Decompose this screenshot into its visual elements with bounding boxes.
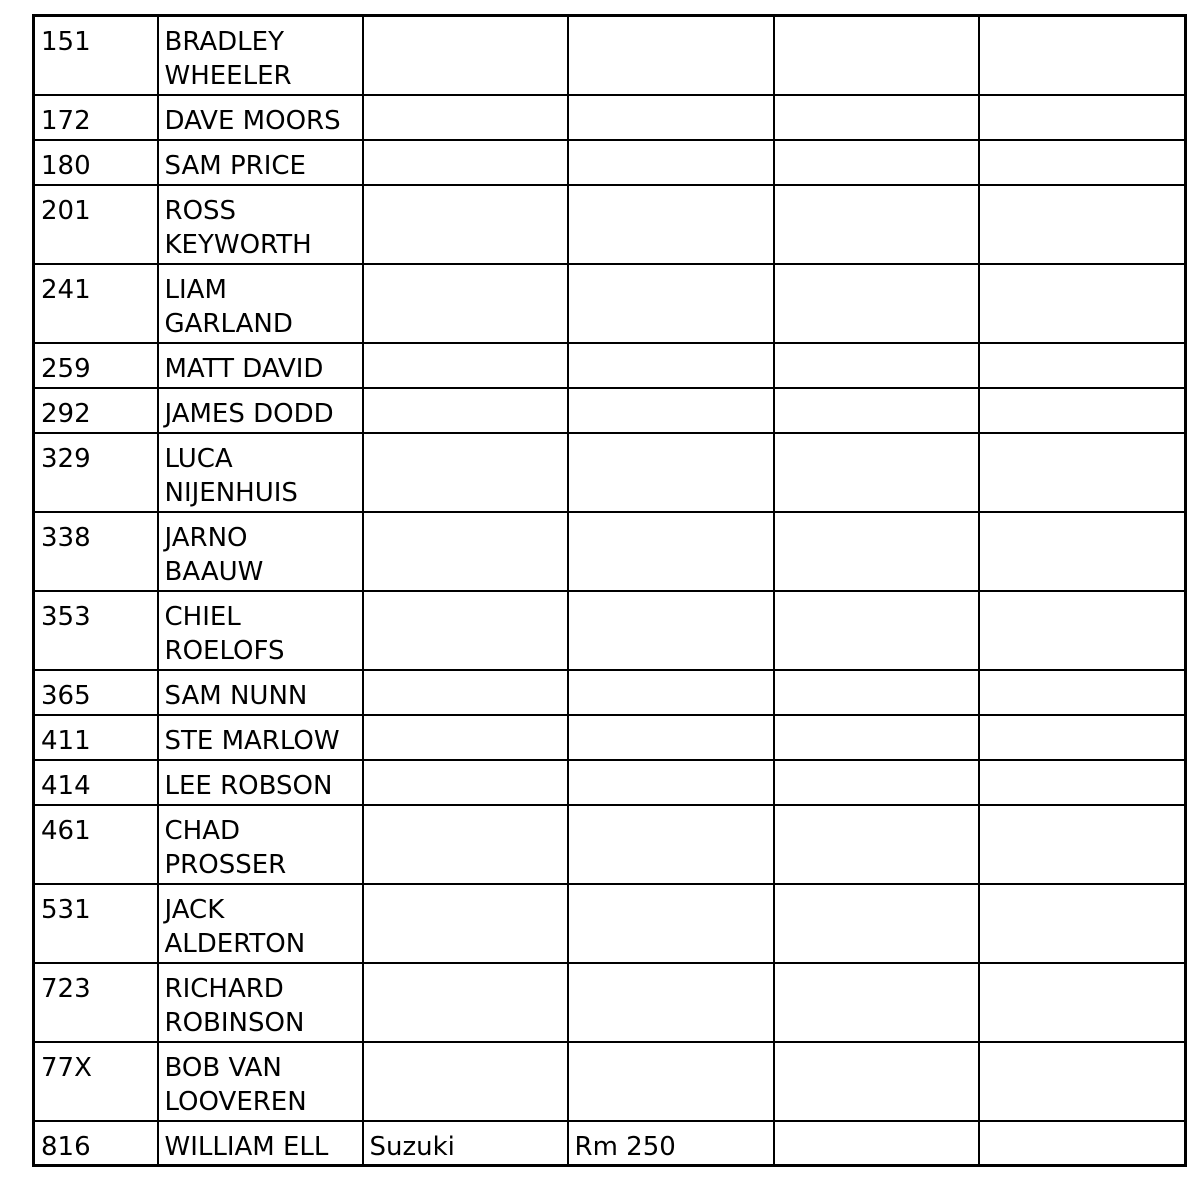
- rider-number-cell: 461: [34, 805, 158, 884]
- rider-name-line: CHAD: [164, 815, 241, 846]
- column-6-cell: [979, 140, 1186, 185]
- class-cell: [568, 343, 774, 388]
- table-row: [34, 760, 1186, 805]
- rider-number-cell: 292: [34, 388, 158, 433]
- rider-name-line: SAM PRICE: [164, 150, 306, 181]
- table-row: [34, 963, 1186, 1042]
- rider-name-line: LEE ROBSON: [164, 770, 333, 801]
- rider-number-cell: 180: [34, 140, 158, 185]
- rider-number-cell: 723: [34, 963, 158, 1042]
- rider-name-cell: [158, 715, 363, 760]
- column-6-cell: [979, 264, 1186, 343]
- rider-name-cell: [158, 140, 363, 185]
- rider-name-line: GARLAND: [164, 308, 293, 339]
- rider-name-line: MATT DAVID: [164, 353, 324, 384]
- machine-cell: [363, 343, 568, 388]
- table-row: [34, 388, 1186, 433]
- machine-cell: [363, 16, 568, 95]
- table-row: [34, 95, 1186, 140]
- rider-name-cell: [158, 343, 363, 388]
- class-cell: [568, 805, 774, 884]
- column-5-cell: [774, 433, 979, 512]
- column-6-cell: [979, 433, 1186, 512]
- machine-cell: [363, 433, 568, 512]
- machine-cell: Suzuki: [363, 1121, 568, 1166]
- column-5-cell: [774, 884, 979, 963]
- machine-cell: [363, 715, 568, 760]
- rider-name-line: KEYWORTH: [164, 229, 312, 260]
- column-6-cell: [979, 343, 1186, 388]
- column-5-cell: [774, 388, 979, 433]
- table-row: [34, 512, 1186, 591]
- rider-name-line: LUCA: [164, 443, 233, 474]
- rider-number-cell: 77X: [34, 1042, 158, 1121]
- table-row: [34, 16, 1186, 95]
- rider-name-cell: [158, 1121, 363, 1166]
- rider-number-cell: 816: [34, 1121, 158, 1166]
- class-cell: [568, 760, 774, 805]
- machine-cell: [363, 670, 568, 715]
- rider-number-cell: 172: [34, 95, 158, 140]
- rider-name-line: JARNO: [164, 522, 248, 553]
- rider-name-cell: [158, 16, 363, 95]
- column-6-cell: [979, 1121, 1186, 1166]
- rider-number-cell: 531: [34, 884, 158, 963]
- column-5-cell: [774, 512, 979, 591]
- machine-cell: [363, 760, 568, 805]
- rider-name-line: BOB VAN: [164, 1052, 282, 1083]
- class-cell: [568, 264, 774, 343]
- rider-name-cell: [158, 264, 363, 343]
- table-row: [34, 264, 1186, 343]
- table-row: [34, 805, 1186, 884]
- column-6-cell: [979, 591, 1186, 670]
- table-row: [34, 670, 1186, 715]
- rider-name-cell: [158, 591, 363, 670]
- rider-name-line: LOOVEREN: [164, 1086, 307, 1117]
- column-6-cell: [979, 388, 1186, 433]
- rider-table: [32, 14, 1187, 1167]
- column-5-cell: [774, 140, 979, 185]
- column-6-cell: [979, 185, 1186, 264]
- table-row: [34, 185, 1186, 264]
- rider-name-line: PROSSER: [164, 849, 287, 880]
- rider-name-cell: [158, 805, 363, 884]
- machine-cell: [363, 140, 568, 185]
- class-cell: [568, 95, 774, 140]
- rider-name-line: STE MARLOW: [164, 725, 340, 756]
- rider-name-line: ROELOFS: [164, 635, 285, 666]
- class-cell: [568, 16, 774, 95]
- rider-number-cell: 365: [34, 670, 158, 715]
- column-5-cell: [774, 343, 979, 388]
- rider-name-cell: [158, 963, 363, 1042]
- rider-table-body: [34, 16, 1186, 1166]
- machine-cell: [363, 1042, 568, 1121]
- rider-number-cell: 329: [34, 433, 158, 512]
- rider-name-line: ROBINSON: [164, 1007, 305, 1038]
- class-cell: [568, 963, 774, 1042]
- column-5-cell: [774, 1042, 979, 1121]
- class-cell: [568, 512, 774, 591]
- table-row: [34, 715, 1186, 760]
- rider-name-line: CHIEL: [164, 601, 241, 632]
- class-cell: [568, 185, 774, 264]
- column-5-cell: [774, 670, 979, 715]
- rider-number-cell: 201: [34, 185, 158, 264]
- machine-cell: [363, 95, 568, 140]
- column-5-cell: [774, 185, 979, 264]
- rider-number-cell: 411: [34, 715, 158, 760]
- rider-name-line: RICHARD: [164, 973, 284, 1004]
- rider-name-cell: [158, 512, 363, 591]
- rider-name-cell: [158, 760, 363, 805]
- rider-name-line: ROSS: [164, 195, 237, 226]
- column-6-cell: [979, 884, 1186, 963]
- machine-cell: [363, 512, 568, 591]
- column-5-cell: [774, 1121, 979, 1166]
- rider-number-cell: 241: [34, 264, 158, 343]
- column-6-cell: [979, 16, 1186, 95]
- column-6-cell: [979, 963, 1186, 1042]
- rider-number-cell: 353: [34, 591, 158, 670]
- rider-name-cell: [158, 670, 363, 715]
- column-5-cell: [774, 760, 979, 805]
- table-row: [34, 884, 1186, 963]
- machine-cell: [363, 591, 568, 670]
- column-5-cell: [774, 264, 979, 343]
- machine-cell: [363, 388, 568, 433]
- machine-cell: [363, 884, 568, 963]
- table-row: [34, 433, 1186, 512]
- class-cell: [568, 591, 774, 670]
- rider-number-cell: 259: [34, 343, 158, 388]
- machine-cell: [363, 264, 568, 343]
- table-row: [34, 591, 1186, 670]
- table-row: [34, 343, 1186, 388]
- column-5-cell: [774, 715, 979, 760]
- machine-cell: [363, 805, 568, 884]
- column-6-cell: [979, 95, 1186, 140]
- column-6-cell: [979, 670, 1186, 715]
- column-5-cell: [774, 963, 979, 1042]
- rider-name-cell: [158, 433, 363, 512]
- rider-name-line: ALDERTON: [164, 928, 306, 959]
- class-cell: [568, 140, 774, 185]
- rider-name-line: BRADLEY: [164, 27, 284, 57]
- rider-number-cell: 414: [34, 760, 158, 805]
- rider-name-line: JAMES DODD: [164, 398, 334, 429]
- rider-name-line: LIAM: [164, 274, 227, 305]
- class-cell: [568, 715, 774, 760]
- rider-name-line: WHEELER: [164, 61, 292, 91]
- class-cell: [568, 884, 774, 963]
- rider-name-cell: [158, 388, 363, 433]
- table-row: [34, 140, 1186, 185]
- rider-name-line: DAVE MOORS: [164, 105, 341, 136]
- column-6-cell: [979, 715, 1186, 760]
- table-row: [34, 1121, 1186, 1166]
- rider-name-line: NIJENHUIS: [164, 477, 298, 508]
- column-6-cell: [979, 1042, 1186, 1121]
- rider-name-cell: [158, 95, 363, 140]
- column-6-cell: [979, 760, 1186, 805]
- column-5-cell: [774, 805, 979, 884]
- column-5-cell: [774, 16, 979, 95]
- class-cell: [568, 1042, 774, 1121]
- table-row: [34, 1042, 1186, 1121]
- rider-number-cell: 151: [34, 16, 158, 95]
- class-cell: [568, 388, 774, 433]
- column-6-cell: [979, 805, 1186, 884]
- column-5-cell: [774, 95, 979, 140]
- class-cell: [568, 433, 774, 512]
- rider-name-line: WILLIAM ELL: [164, 1131, 329, 1162]
- rider-name-cell: [158, 884, 363, 963]
- machine-cell: [363, 963, 568, 1042]
- rider-name-line: BAAUW: [164, 556, 264, 587]
- column-6-cell: [979, 512, 1186, 591]
- rider-number-cell: 338: [34, 512, 158, 591]
- rider-name-cell: [158, 185, 363, 264]
- class-cell: Rm 250: [568, 1121, 774, 1166]
- rider-name-cell: [158, 1042, 363, 1121]
- class-cell: [568, 670, 774, 715]
- rider-name-line: JACK: [164, 894, 225, 925]
- machine-cell: [363, 185, 568, 264]
- rider-name-line: SAM NUNN: [164, 680, 308, 711]
- column-5-cell: [774, 591, 979, 670]
